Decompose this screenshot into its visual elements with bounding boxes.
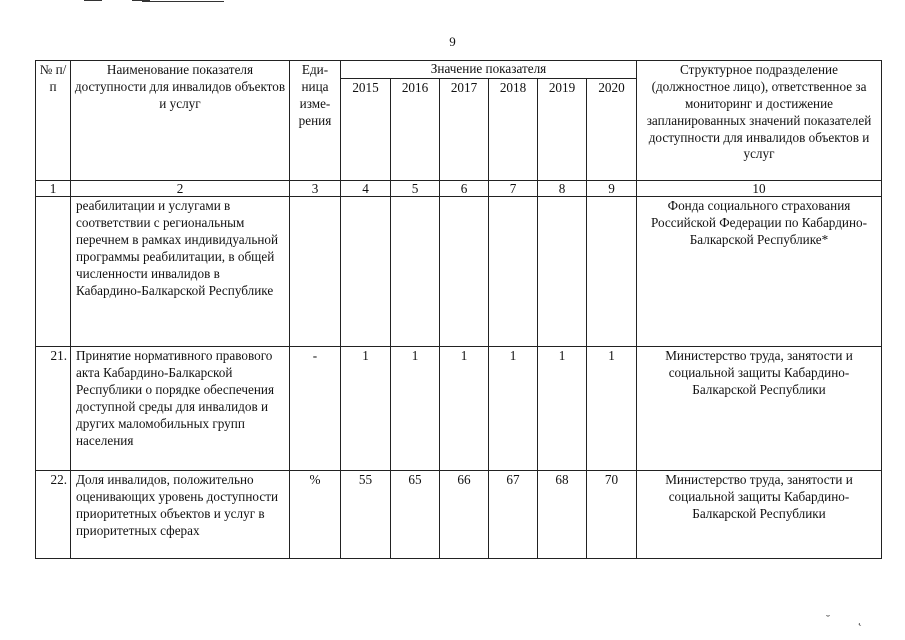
unit-cell: % [290, 471, 341, 559]
header-row [36, 61, 882, 79]
column-index: 8 [538, 180, 587, 196]
row-number [36, 197, 71, 347]
column-index: 1 [36, 180, 71, 196]
indicator-name: Принятие нормативного правового акта Кабардино-Балкарской Республики о порядке обеспечения доступной среды для инвалидов и других маломобильных групп населения [71, 347, 290, 471]
value-cell: 1 [587, 347, 637, 471]
value-cell: 68 [538, 471, 587, 559]
table-row [36, 197, 882, 347]
value-cell: 1 [489, 347, 538, 471]
column-index: 4 [341, 180, 391, 196]
header-year: 2017 [440, 78, 489, 180]
header-indicator-name: Наименование показателя доступности для инвалидов объектов и услуг [71, 61, 290, 181]
column-index: 10 [637, 180, 882, 196]
value-cell: 1 [391, 347, 440, 471]
bottom-edge-marks: ˘˛ [826, 612, 890, 626]
table-row [36, 347, 882, 471]
value-cell: 55 [341, 471, 391, 559]
row-number: 21. [36, 347, 71, 471]
table-row [36, 471, 882, 559]
header-value: Значение показателя [341, 61, 637, 79]
header-year: 2019 [538, 78, 587, 180]
column-index: 6 [440, 180, 489, 196]
responsible-unit: Министерство труда, занятости и социальной защиты Кабардино-Балкарской Республики [637, 471, 882, 559]
value-cell: 65 [391, 471, 440, 559]
indicator-name: реабилитации и услугами в соответствии с региональным перечнем в рамках индивидуальной программы реабилитации, в общей численности инвалидов в Кабардино-Балкарской Республике [71, 197, 290, 347]
header-responsible: Структурное подразделение (должностное лицо), ответственное за мониторинг и достижение запланированных значений показателей доступности для инвалидов объектов и услуг [637, 61, 882, 181]
value-cell: 1 [440, 347, 489, 471]
unit-cell: - [290, 347, 341, 471]
value-cell: 67 [489, 471, 538, 559]
header-no: № п/п [36, 61, 71, 181]
row-number: 22. [36, 471, 71, 559]
column-index-row [36, 180, 882, 196]
value-cell [489, 197, 538, 347]
value-cell [391, 197, 440, 347]
column-index: 3 [290, 180, 341, 196]
page-number: 9 [449, 34, 456, 49]
value-cell: 1 [341, 347, 391, 471]
value-cell [538, 197, 587, 347]
value-cell [587, 197, 637, 347]
column-index: 9 [587, 180, 637, 196]
value-cell [341, 197, 391, 347]
header-year: 2015 [341, 78, 391, 180]
header-year: 2018 [489, 78, 538, 180]
value-cell [440, 197, 489, 347]
value-cell: 66 [440, 471, 489, 559]
responsible-unit: Министерство труда, занятости и социальной защиты Кабардино-Балкарской Республики [637, 347, 882, 471]
header-year: 2020 [587, 78, 637, 180]
value-cell: 70 [587, 471, 637, 559]
column-index: 2 [71, 180, 290, 196]
column-index: 7 [489, 180, 538, 196]
accessibility-indicators-table [35, 60, 882, 559]
column-index: 5 [391, 180, 440, 196]
header-year: 2016 [391, 78, 440, 180]
responsible-unit: Фонда социального страхования Российской Федерации по Кабардино-Балкарской Республике* [637, 197, 882, 347]
unit-cell [290, 197, 341, 347]
top-edge-marks [84, 0, 224, 4]
value-cell: 1 [538, 347, 587, 471]
header-unit: Еди-ница изме-рения [290, 61, 341, 181]
indicator-name: Доля инвалидов, положительно оценивающих уровень доступности приоритетных объектов и услуг в приоритетных сферах [71, 471, 290, 559]
